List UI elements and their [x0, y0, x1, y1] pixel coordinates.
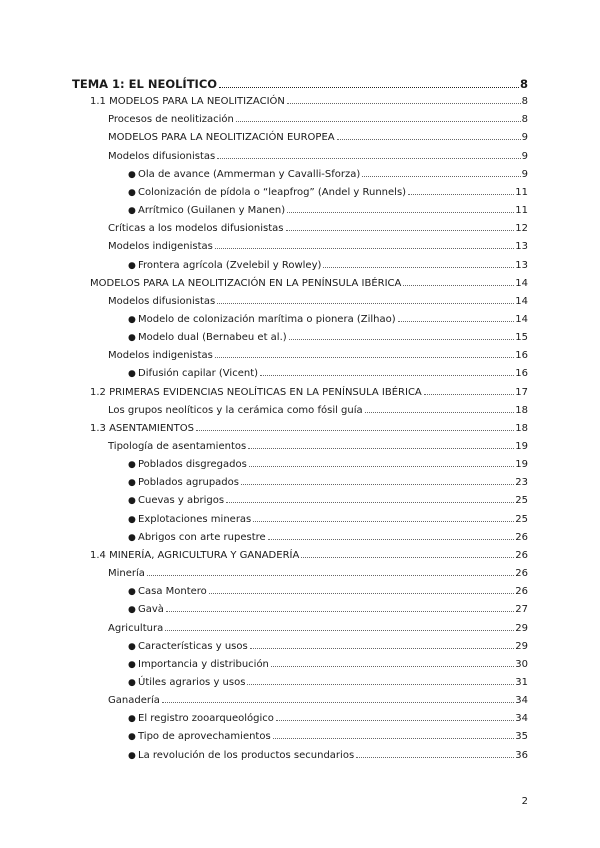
toc-entry[interactable]	[128, 728, 528, 746]
toc-entry-text: El registro zooarqueológico	[138, 713, 274, 725]
toc-entry-page: 12	[515, 223, 528, 235]
toc-entry-text: Frontera agrícola (Zvelebil y Rowley)	[138, 259, 322, 271]
toc-entry-title	[128, 257, 321, 275]
toc-entry-text: TEMA 1: EL NEOLÍTICO	[72, 77, 218, 91]
toc-entry-page: 13	[515, 259, 528, 271]
bullet-icon: ●	[128, 206, 136, 217]
toc-entry[interactable]	[128, 656, 528, 674]
toc-entry-text: Poblados agrupados	[138, 477, 239, 489]
dot-leader	[247, 684, 514, 685]
toc-entry-title	[108, 438, 246, 456]
toc-entry-page: 19	[515, 459, 528, 471]
bullet-icon: ●	[128, 677, 136, 688]
bullet-icon: ●	[128, 641, 136, 652]
toc-entry[interactable]	[128, 365, 528, 383]
dot-leader	[250, 648, 515, 649]
toc-entry-text: Ola de avance (Ammerman y Cavalli-Sforza)	[138, 168, 361, 180]
toc-entry-page: 25	[515, 495, 528, 507]
toc-entry-text: Colonización de pídola o “leapfrog” (Andel y Runnels)	[138, 186, 407, 198]
dot-leader	[424, 394, 515, 395]
toc-entry-page: 34	[515, 713, 528, 725]
dot-leader	[362, 176, 520, 177]
toc-entry[interactable]	[128, 529, 528, 547]
toc-entry-title	[128, 184, 406, 202]
toc-entry-page: 15	[515, 332, 528, 344]
toc-entry[interactable]	[90, 93, 528, 111]
toc-entry-title	[128, 492, 224, 510]
toc-entry-page: 23	[515, 477, 528, 489]
toc-entry[interactable]	[128, 747, 528, 765]
toc-entry-title	[108, 692, 160, 710]
toc-entry-text: Gavà	[138, 604, 164, 616]
toc-entry-text: Los grupos neolíticos y la cerámica como fósil guía	[108, 404, 363, 416]
bullet-icon: ●	[128, 659, 136, 670]
dot-leader	[323, 267, 514, 268]
toc-entry-text: 1.4 MINERÍA, AGRICULTURA Y GANADERÍA	[90, 549, 300, 561]
dot-leader	[286, 230, 515, 231]
dot-leader	[166, 611, 514, 612]
toc-entry[interactable]	[128, 329, 528, 347]
toc-entry-title	[108, 238, 213, 256]
bullet-icon: ●	[128, 514, 136, 525]
toc-entry-page: 36	[515, 749, 528, 761]
toc-entry-title	[128, 511, 251, 529]
dot-leader	[226, 502, 514, 503]
toc-entry-page: 14	[515, 295, 528, 307]
dot-leader	[289, 339, 515, 340]
toc-entry-title	[90, 420, 194, 438]
toc-entry-text: Ganadería	[108, 695, 160, 707]
toc-entry-page: 8	[519, 77, 528, 91]
bullet-icon: ●	[128, 260, 136, 271]
toc-entry-title	[108, 402, 363, 420]
toc-entry[interactable]	[128, 601, 528, 619]
toc-entry[interactable]	[108, 620, 528, 638]
toc-entry[interactable]	[108, 238, 528, 256]
toc-entry[interactable]	[128, 674, 528, 692]
dot-leader	[356, 757, 514, 758]
toc-entry-page: 26	[515, 531, 528, 543]
toc-entry-title	[108, 129, 335, 147]
dot-leader	[301, 557, 514, 558]
toc-entry-page: 19	[515, 441, 528, 452]
toc-entry-title	[128, 656, 269, 674]
toc-entry-page: 30	[515, 658, 528, 670]
toc-entry-title	[128, 202, 285, 220]
toc-entry[interactable]	[128, 166, 528, 184]
toc-entry[interactable]	[128, 311, 528, 329]
toc-entry-title	[108, 111, 234, 129]
toc-entry-text: 1.3 ASENTAMIENTOS	[90, 422, 194, 434]
toc-entry-title	[128, 365, 258, 383]
toc-entry[interactable]	[108, 692, 528, 710]
toc-entry-page: 35	[515, 731, 528, 743]
toc-entry-page: 29	[515, 622, 528, 634]
dot-leader	[162, 702, 514, 703]
dot-leader	[268, 539, 515, 540]
toc-entry-page: 16	[515, 368, 528, 380]
dot-leader	[365, 412, 515, 413]
toc-entry-text: Modelos indigenistas	[108, 241, 213, 253]
dot-leader	[398, 321, 515, 322]
toc-entry-page: 16	[515, 350, 528, 362]
dot-leader	[236, 121, 521, 122]
toc-entry-title	[90, 93, 285, 111]
toc-entry-page: 26	[515, 549, 528, 561]
toc-entry-text: Minería	[108, 568, 145, 580]
dot-leader	[217, 303, 514, 304]
toc-entry-page: 26	[515, 586, 528, 598]
toc-entry[interactable]	[90, 275, 528, 293]
dot-leader	[219, 87, 519, 88]
toc-entry-title	[128, 311, 396, 329]
toc-entry[interactable]	[108, 111, 528, 129]
dot-leader	[287, 103, 521, 104]
toc-entry-page: 31	[515, 676, 528, 688]
toc-entry-page: 9	[521, 150, 528, 162]
toc-entry-title	[90, 384, 422, 402]
toc-entry-page: 14	[515, 277, 528, 289]
toc-entry-page: 8	[521, 96, 528, 108]
dot-leader	[337, 139, 521, 140]
toc-entry-page: 13	[515, 241, 528, 253]
bullet-icon: ●	[128, 587, 136, 598]
toc-entry-title	[90, 275, 401, 293]
dot-leader	[276, 720, 514, 721]
toc-entry-page: 11	[515, 205, 528, 217]
toc-entry-title	[128, 601, 164, 619]
dot-leader	[217, 158, 520, 159]
toc-entry-title	[128, 329, 287, 347]
toc-entry-title	[108, 565, 145, 583]
toc-entry-text: MODELOS PARA LA NEOLITIZACIÓN EN LA PENÍNSULA IBÉRICA	[90, 277, 402, 289]
toc-entry-text: MODELOS PARA LA NEOLITIZACIÓN EUROPEA	[108, 132, 335, 144]
bullet-icon: ●	[128, 478, 136, 489]
toc-entry-text: Modelos difusionistas	[108, 295, 216, 307]
toc-entry-page: 14	[515, 313, 528, 325]
toc-entry[interactable]	[108, 402, 528, 420]
toc-entry-text: Modelo dual (Bernabeu et al.)	[138, 332, 287, 344]
toc-entry-title	[128, 583, 207, 601]
toc-entry-text: La revolución de los productos secundarios	[138, 749, 355, 761]
toc-entry-title	[108, 293, 215, 311]
toc-entry-page: 9	[521, 132, 528, 144]
toc-entry-page: 25	[515, 513, 528, 525]
toc-entry-text: Cuevas y abrigos	[138, 495, 225, 507]
toc-entry-text: Arrítmico (Guilanen y Manen)	[138, 205, 286, 217]
dot-leader	[253, 521, 514, 522]
toc-entry-text: Explotaciones mineras	[138, 513, 252, 525]
toc-entry-title	[108, 347, 213, 365]
toc-entry-page: 18	[515, 404, 528, 416]
toc-entry[interactable]	[128, 474, 528, 492]
toc-entry-page: 34	[515, 695, 528, 707]
toc-entry-title	[128, 728, 271, 746]
toc-entry-title	[128, 166, 360, 184]
bullet-icon: ●	[128, 750, 136, 761]
toc-entry-title	[128, 674, 245, 692]
dot-leader	[241, 484, 514, 485]
toc-entry-title	[128, 456, 247, 474]
toc-entry-text: Tipología de asentamientos	[108, 441, 247, 452]
dot-leader	[260, 375, 514, 376]
page-number: 2	[521, 796, 528, 807]
bullet-icon: ●	[128, 187, 136, 198]
toc-entry-title	[72, 75, 217, 93]
dot-leader	[147, 575, 514, 576]
toc-entry-title	[108, 148, 215, 166]
toc-entry-title	[128, 529, 266, 547]
toc-entry-title	[108, 620, 163, 638]
dot-leader	[271, 666, 514, 667]
dot-leader	[408, 194, 514, 195]
toc-entry-text: Poblados disgregados	[138, 459, 247, 471]
dot-leader	[249, 466, 514, 467]
toc-entry[interactable]	[128, 184, 528, 202]
toc-entry-title	[108, 220, 284, 238]
toc-entry[interactable]	[108, 293, 528, 311]
toc-entry[interactable]	[90, 547, 528, 565]
toc-entry-text: 1.1 MODELOS PARA LA NEOLITIZACIÓN	[90, 96, 285, 108]
toc-entry[interactable]	[128, 583, 528, 601]
toc-entry-title	[128, 638, 248, 656]
bullet-icon: ●	[128, 532, 136, 543]
toc-entry-title	[128, 747, 354, 765]
toc-entry[interactable]	[128, 511, 528, 529]
bullet-icon: ●	[128, 169, 136, 180]
dot-leader	[248, 448, 514, 449]
toc-entry-text: Útiles agrarios y usos	[138, 676, 246, 688]
bullet-icon: ●	[128, 369, 136, 380]
bullet-icon: ●	[128, 314, 136, 325]
toc-entry-page: 17	[515, 386, 528, 398]
toc-entry[interactable]	[108, 148, 528, 166]
dot-leader	[165, 630, 514, 631]
toc-entry-page: 8	[521, 114, 528, 126]
toc-entry-title	[90, 547, 299, 565]
dot-leader	[209, 593, 514, 594]
toc-entry[interactable]	[108, 565, 528, 583]
toc-entry-text: Críticas a los modelos difusionistas	[108, 223, 284, 235]
bullet-icon: ●	[128, 714, 136, 725]
toc-entry[interactable]	[108, 220, 528, 238]
bullet-icon: ●	[128, 605, 136, 616]
dot-leader	[273, 738, 515, 739]
toc-entry[interactable]	[128, 257, 528, 275]
toc-entry[interactable]	[108, 438, 528, 456]
toc-entry-text: Modelos indigenistas	[108, 350, 213, 362]
toc-entry[interactable]	[108, 129, 528, 147]
toc-entry[interactable]	[128, 710, 528, 728]
toc-entry-text: Modelo de colonización marítima o pionera (Zilhao)	[138, 313, 396, 325]
toc-entry-text: Difusión capilar (Vicent)	[138, 368, 259, 380]
toc-entry[interactable]	[90, 384, 528, 402]
bullet-icon: ●	[128, 496, 136, 507]
toc-entry[interactable]	[72, 75, 528, 93]
toc-entry[interactable]	[128, 202, 528, 220]
bullet-icon: ●	[128, 460, 136, 471]
toc-entry-page: 18	[515, 422, 528, 434]
dot-leader	[215, 248, 514, 249]
toc-entry[interactable]	[108, 347, 528, 365]
toc-entry-text: Abrigos con arte rupestre	[138, 531, 266, 543]
toc-entry-page: 27	[515, 604, 528, 616]
toc-entry-page: 11	[515, 186, 528, 198]
toc-entry-title	[128, 474, 239, 492]
toc-entry-text: 1.2 PRIMERAS EVIDENCIAS NEOLÍTICAS EN LA PENÍNSULA IBÉRICA	[90, 386, 422, 398]
toc-entry[interactable]	[128, 456, 528, 474]
toc-entry-text: Casa Montero	[138, 586, 207, 598]
toc-entry-text: Tipo de aprovechamientos	[138, 731, 271, 743]
toc-entry-text: Modelos difusionistas	[108, 150, 216, 162]
toc-entry[interactable]	[128, 638, 528, 656]
dot-leader	[196, 430, 514, 431]
toc-entry-text: Agricultura	[108, 622, 164, 634]
toc-entry-page: 26	[515, 568, 528, 580]
bullet-icon: ●	[128, 333, 136, 344]
toc-entry-text: Procesos de neolitización	[108, 114, 234, 126]
toc-entry-text: Características y usos	[138, 640, 248, 652]
toc-entry-text: Importancia y distribución	[138, 658, 269, 670]
dot-leader	[287, 212, 514, 213]
toc-entry-page: 29	[515, 640, 528, 652]
toc-entry[interactable]	[90, 420, 528, 438]
dot-leader	[215, 357, 514, 358]
toc-entry-title	[128, 710, 274, 728]
toc-entry-page: 9	[521, 168, 528, 180]
dot-leader	[403, 285, 514, 286]
toc-entry[interactable]	[128, 492, 528, 510]
bullet-icon: ●	[128, 732, 136, 743]
